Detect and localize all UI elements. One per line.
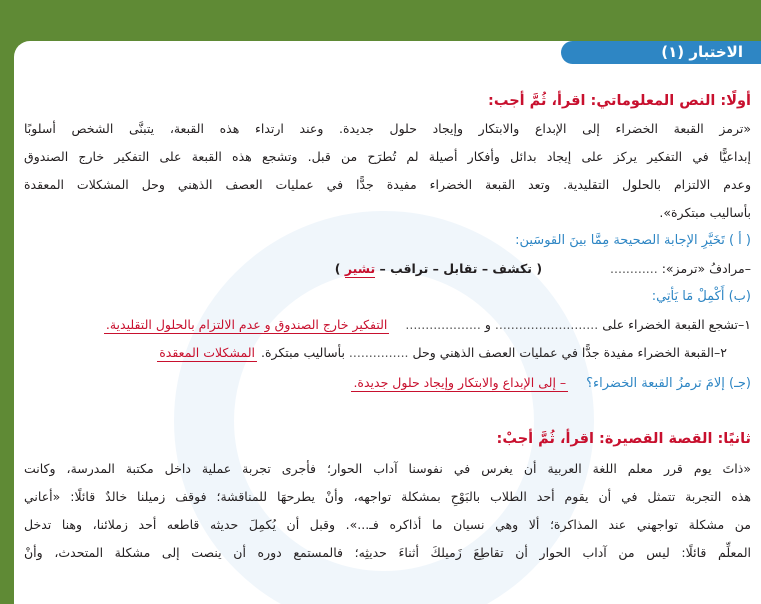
question-b-item-2: ٢–القبعة الخضراء مفيدة جدًّا في عمليات العصف الذهني وحل ............... بأساليب مبتكرة. المشكلات المعقدة (159, 345, 727, 360)
section1-paragraph-line-3: وعدم الالتزام بالحلول التقليدية. وتعد القبعة الخضراء مفيدة جدًّا في عمليات العصف الذهني وحل المشكلات المعقدة (24, 177, 751, 192)
section2-paragraph-line-4: المعلِّم قائلًا: ليس من آداب الحوار أن تقاطِعَ زَميلكَ أثناءَ حديثِه؛ فالمستمع دوره أن ينصت إلى مشكلة المتحدث، وأنْ (24, 545, 751, 560)
question-a-row (24, 261, 751, 276)
section2-paragraph-line-2: هذه التجربة تتمثل في أن يقوم أحد الطلاب بالبَوْحِ بمشكلة تواجهه، وأنْ يطرحهَا للمناقشة؛ فوقف زميلنا خالدٌ قائلًا: «أعاني (24, 489, 751, 504)
question-b-item-1: ١–تشجع القبعة الخضراء على .......................... و ................... التفكير خارج الصندوق و عدم الالتزام بالحلول التقليدية. (105, 317, 751, 332)
section1-paragraph-line-2: إبداعيًّا في التفكير يركز على إيجاد بدائل وأفكار أصيلة لم تُطرَح من قبل. وتشجع هذه القبعة على التفكير خارج الصندوق (24, 149, 751, 164)
question-b-title: (ب) أَكْمِلْ مَا يَأتِي: (651, 289, 751, 304)
question-a-blank: ............ (610, 261, 658, 276)
section2-title: ثانيًا: القصة القصيرة: اقرأ، ثُمَّ أجبْ: (496, 431, 751, 447)
exam-title-tab: الاختبار (١) (561, 41, 761, 64)
question-c-answer: – إلى الإبداع والابتكار وإيجاد حلول جديدة. (353, 375, 567, 390)
section2-paragraph-line-1: «ذاتَ يوم قرر معلم اللغة العربية أن يغرس في نفوسنا آداب الحوار؛ فأجرى تجربة عملية داخل مكتبة المدرسة، وكانت (24, 461, 751, 476)
question-a-prompt: –مرادفُ «ترمز»: (661, 261, 751, 276)
section1-paragraph-line-1: «ترمز القبعة الخضراء إلى الإبداع والابتكار وإيجاد حلول جديدة. وعند ارتداء هذه القبعة، يتبنَّى الشخص أسلوبًا (24, 121, 751, 136)
exam-page (14, 41, 761, 604)
question-a-correct-choice: تشير (344, 261, 376, 276)
question-c-row (24, 375, 751, 392)
question-a-title: ( أ ) تَخَيَّرِ الإجابة الصحيحة مِمَّا بينَ القوسَين: (515, 233, 751, 248)
question-a-choices: ( تكشف – تقابل – تراقب – تشير ) (334, 261, 543, 276)
question-c-title: (جـ) إلامَ ترمزُ القبعة الخضراء؟ (586, 376, 751, 391)
section1-title: أولًا: النص المعلوماتي: اقرأ، ثُمَّ أجب: (488, 93, 751, 109)
question-b-item-1-answer: التفكير خارج الصندوق و عدم الالتزام بالحلول التقليدية. (105, 317, 388, 332)
section2-paragraph-line-3: من مشكلة تواجهني عند المذاكرة؛ ألا وهي نسيان ما أذاكره فـ...». وقبل أن يُكمِلَ حديثه قاطعه أحد زملائنا، وهنا تدخل (24, 517, 751, 532)
section1-paragraph-line-4: بأساليب مبتكرة». (659, 205, 751, 220)
question-b-item-2-answer: المشكلات المعقدة (159, 345, 255, 360)
